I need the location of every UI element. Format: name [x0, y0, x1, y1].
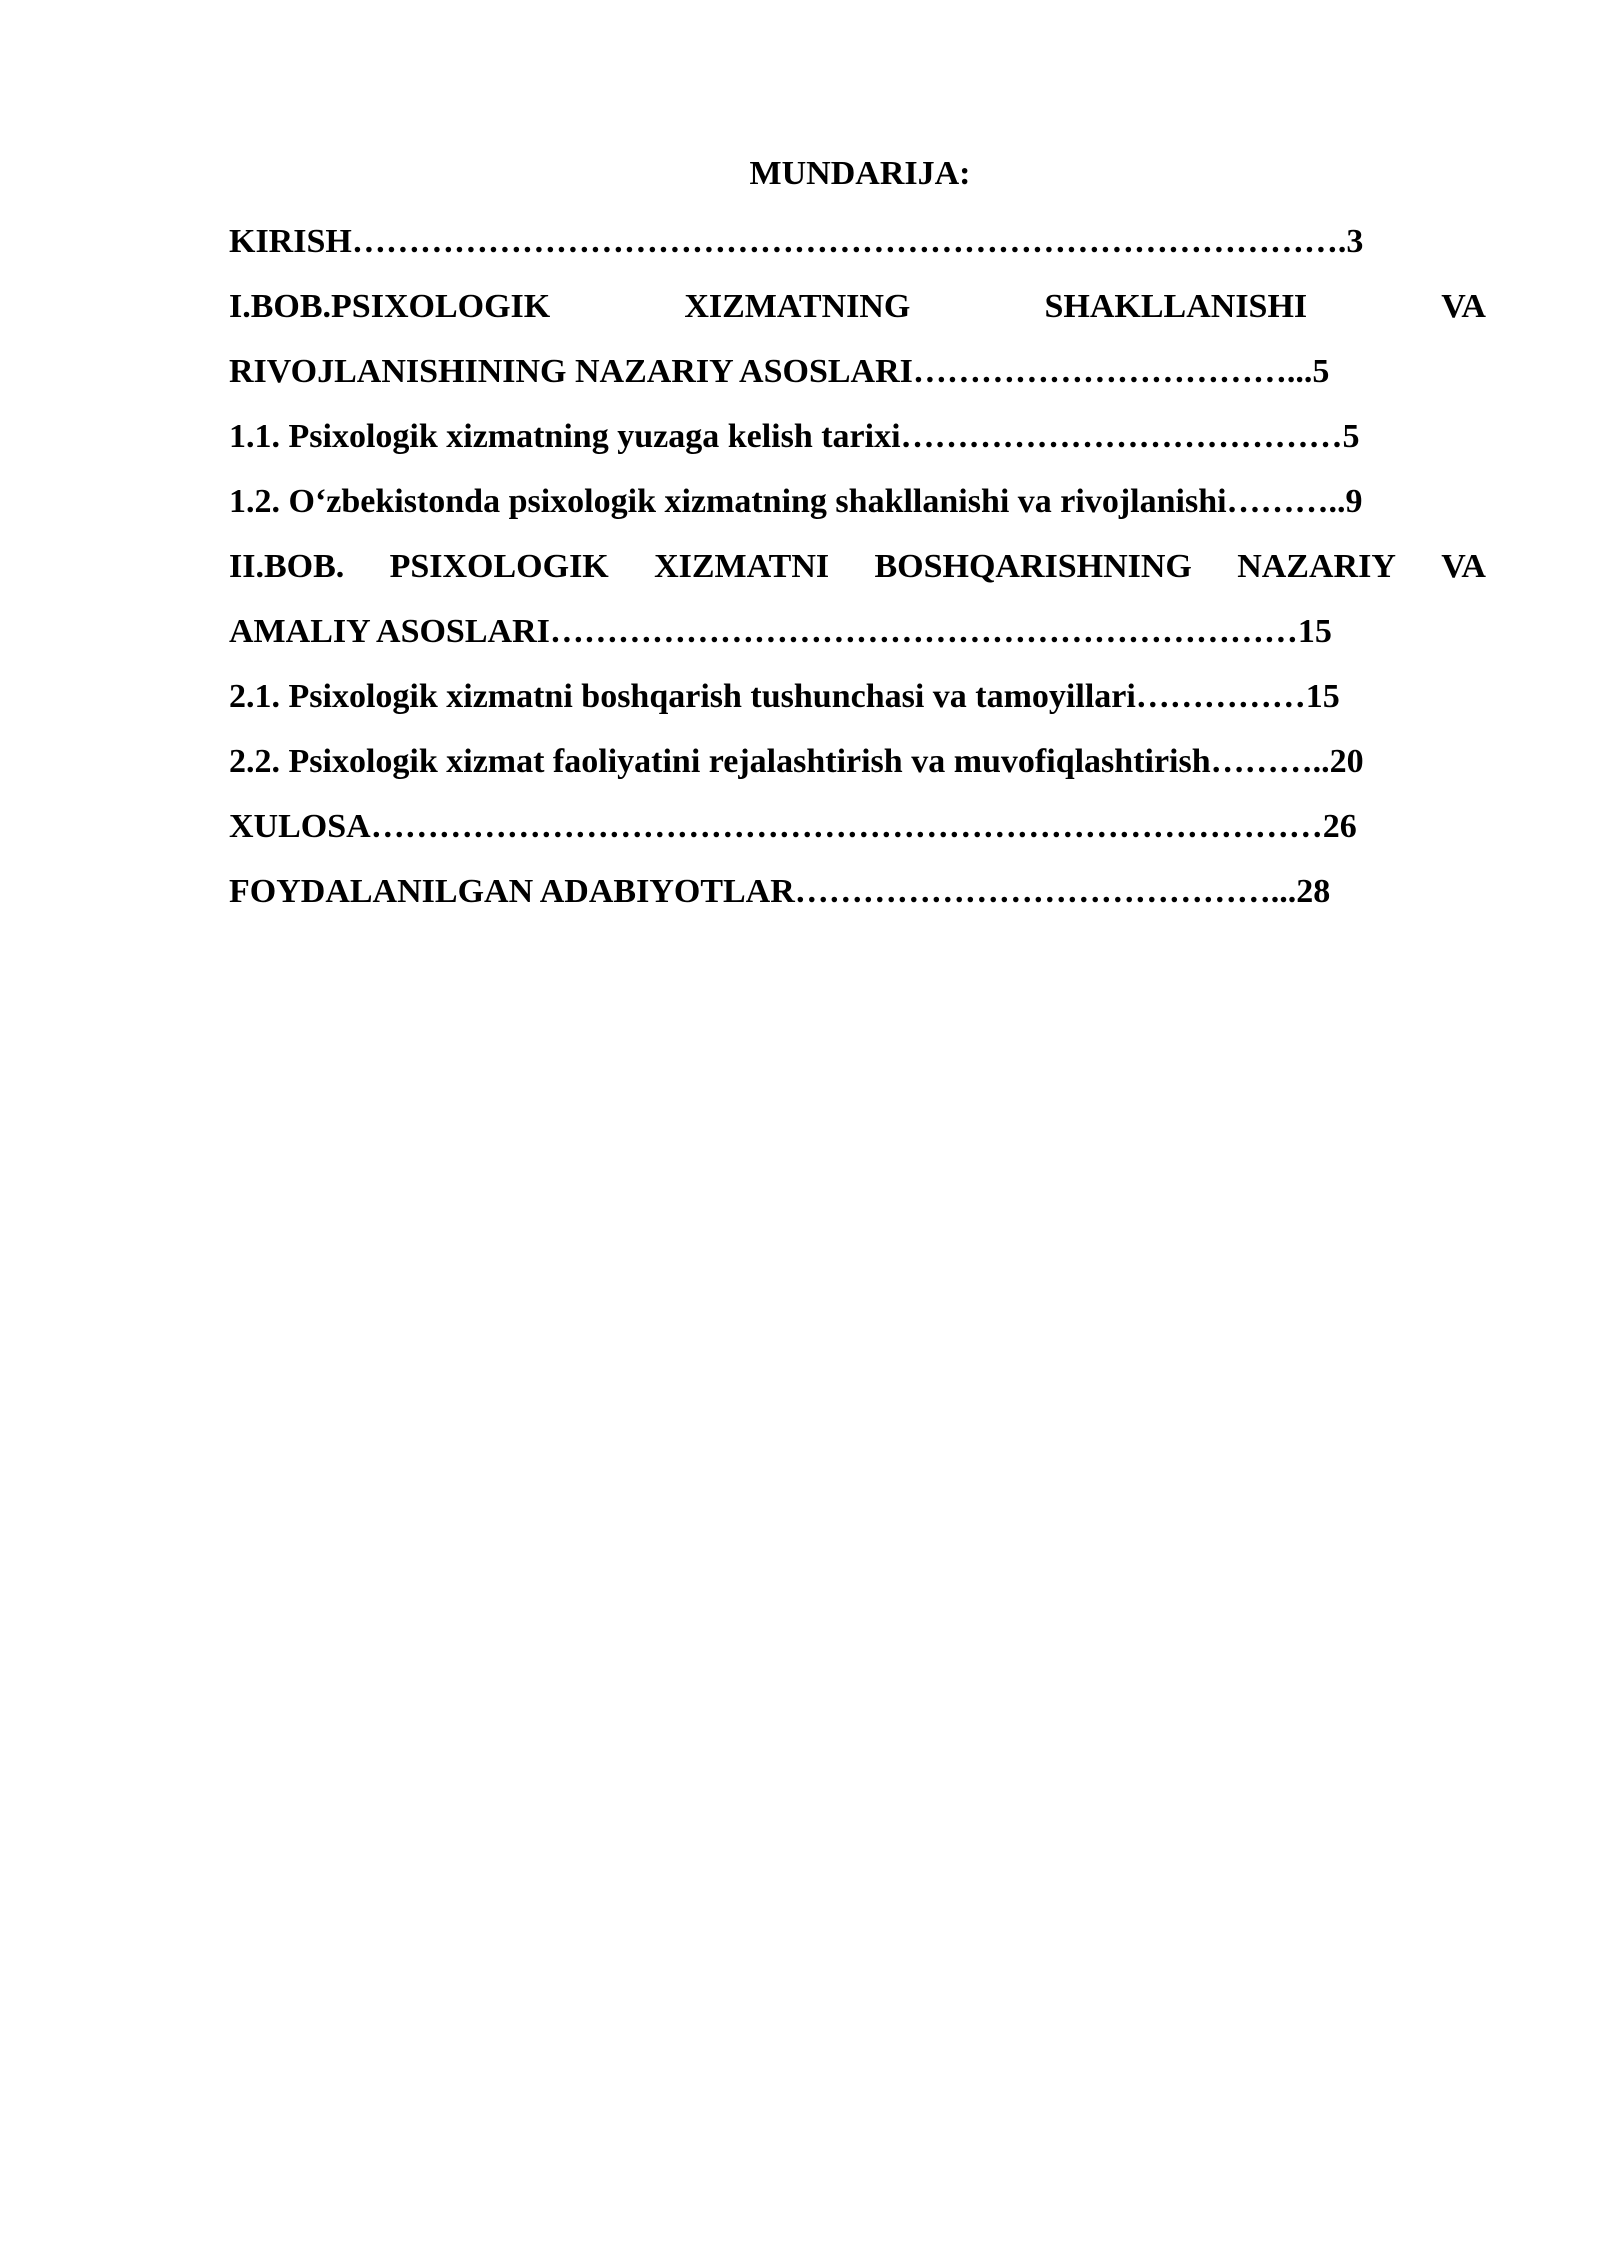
- toc-entry-section-2-2: 2.2. Psixologik xizmat faoliyatini rejalashtirish va muvofiqlashtirish………..20: [229, 743, 1364, 780]
- toc-word: VA: [1441, 548, 1486, 585]
- toc-entry-bibliography: FOYDALANILGAN ADABIYOTLAR……………………………………...28: [229, 873, 1331, 910]
- toc-word: BOSHQARISHNING: [874, 548, 1192, 585]
- toc-entry-section-1-1: 1.1. Psixologik xizmatning yuzaga kelish tarixi…………………………………5: [229, 418, 1360, 455]
- toc-word: I.BOB.PSIXOLOGIK: [229, 288, 551, 325]
- toc-entry-section-2-1: 2.1. Psixologik xizmatni boshqarish tushunchasi va tamoyillari……………15: [229, 678, 1340, 715]
- toc-entry-chapter-1-heading: [229, 281, 1486, 346]
- toc-word: VA: [1441, 288, 1486, 325]
- toc-word: SHAKLLANISHI: [1044, 288, 1308, 325]
- toc-word: PSIXOLOGIK: [389, 548, 609, 585]
- table-of-contents: [229, 216, 1486, 931]
- toc-word: II.BOB.: [229, 548, 345, 585]
- toc-entry-kirish: KIRISH…………………………………………………………………………….3: [229, 223, 1364, 260]
- toc-entry-chapter-2-heading: [229, 541, 1486, 606]
- toc-entry-section-1-2: 1.2. O‘zbekistonda psixologik xizmatning shakllanishi va rivojlanishi………..9: [229, 483, 1363, 520]
- toc-word: XIZMATNI: [654, 548, 830, 585]
- toc-entry-xulosa: XULOSA…………………………………………………………………………26: [229, 808, 1357, 845]
- toc-entry-chapter-1-continuation: RIVOJLANISHINING NAZARIY ASOSLARI……………………………...5: [229, 353, 1330, 390]
- toc-entry-chapter-2-continuation: AMALIY ASOSLARI…………………………………………………………15: [229, 613, 1332, 650]
- toc-word: XIZMATNING: [684, 288, 911, 325]
- toc-title: MUNDARIJA:: [749, 155, 971, 192]
- toc-word: NAZARIY: [1237, 548, 1396, 585]
